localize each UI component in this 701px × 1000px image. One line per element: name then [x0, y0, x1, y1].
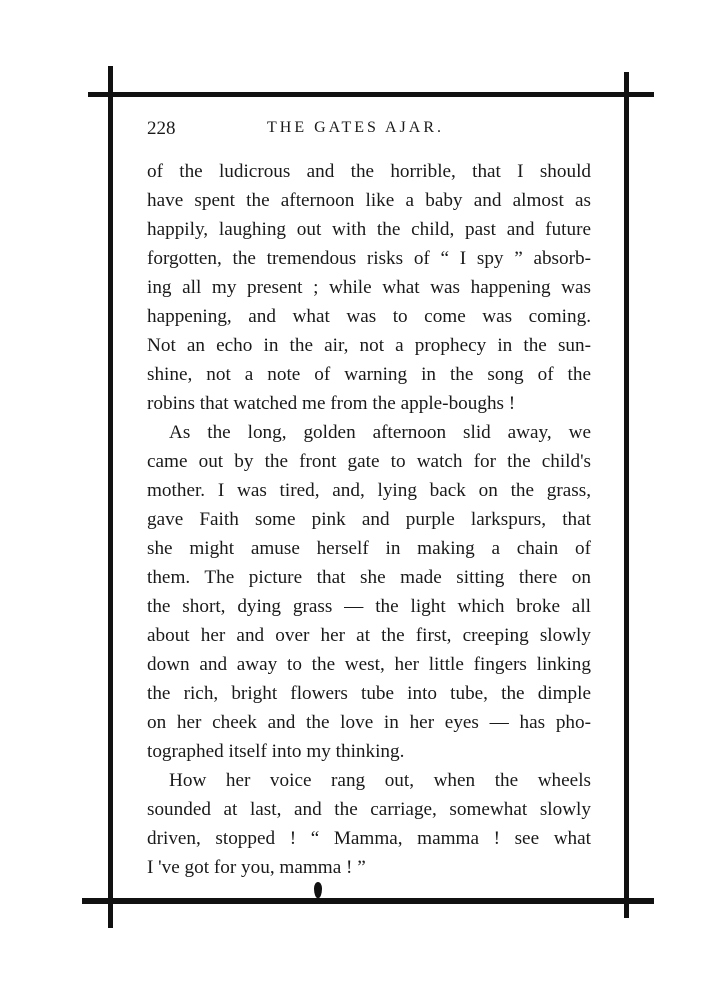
page-body — [147, 157, 591, 882]
ornament-mark — [314, 882, 322, 898]
text-line: the rich, bright flowers tube into tube, the dimple — [147, 683, 591, 704]
text-line: the short, dying grass — the light which broke all — [147, 596, 591, 617]
text-line: ing all my present ; while what was happening was — [147, 277, 591, 298]
frame-bottom-rule — [82, 898, 654, 904]
frame-left-rule — [108, 66, 113, 928]
text-line: robins that watched me from the apple-boughs ! — [147, 393, 516, 414]
text-line: have spent the afternoon like a baby and almost as — [147, 190, 591, 211]
text-line: of the ludicrous and the horrible, that I should — [147, 161, 591, 182]
text-line: Not an echo in the air, not a prophecy in the sun- — [147, 335, 591, 356]
page-header — [147, 118, 591, 144]
text-line: down and away to the west, her little fingers linking — [147, 654, 591, 675]
text-line: came out by the front gate to watch for the child's — [147, 451, 591, 472]
paragraph-first-line: How her voice rang out, when the wheels — [169, 770, 591, 791]
text-line: forgotten, the tremendous risks of “ I spy ” absorb- — [147, 248, 591, 269]
text-line: happily, laughing out with the child, past and future — [147, 219, 591, 240]
text-line: happening, and what was to come was coming. — [147, 306, 591, 327]
text-line: mother. I was tired, and, lying back on the grass, — [147, 480, 591, 501]
running-title: THE GATES AJAR. — [267, 119, 445, 136]
text-line: about her and over her at the first, creeping slowly — [147, 625, 591, 646]
text-line: them. The picture that she made sitting there on — [147, 567, 591, 588]
text-line: driven, stopped ! “ Mamma, mamma ! see what — [147, 828, 591, 849]
text-line: shine, not a note of warning in the song of the — [147, 364, 591, 385]
paragraph-first-line: As the long, golden afternoon slid away, we — [169, 422, 591, 443]
page-number: 228 — [147, 118, 176, 139]
text-line: gave Faith some pink and purple larkspurs, that — [147, 509, 591, 530]
text-line: I 've got for you, mamma ! ” — [147, 857, 366, 878]
frame-right-rule — [624, 72, 629, 918]
text-line: sounded at last, and the carriage, somewhat slowly — [147, 799, 591, 820]
frame-top-rule — [88, 92, 654, 97]
text-line: on her cheek and the love in her eyes — has pho- — [147, 712, 591, 733]
text-line: tographed itself into my thinking. — [147, 741, 405, 762]
text-line: she might amuse herself in making a chain of — [147, 538, 591, 559]
